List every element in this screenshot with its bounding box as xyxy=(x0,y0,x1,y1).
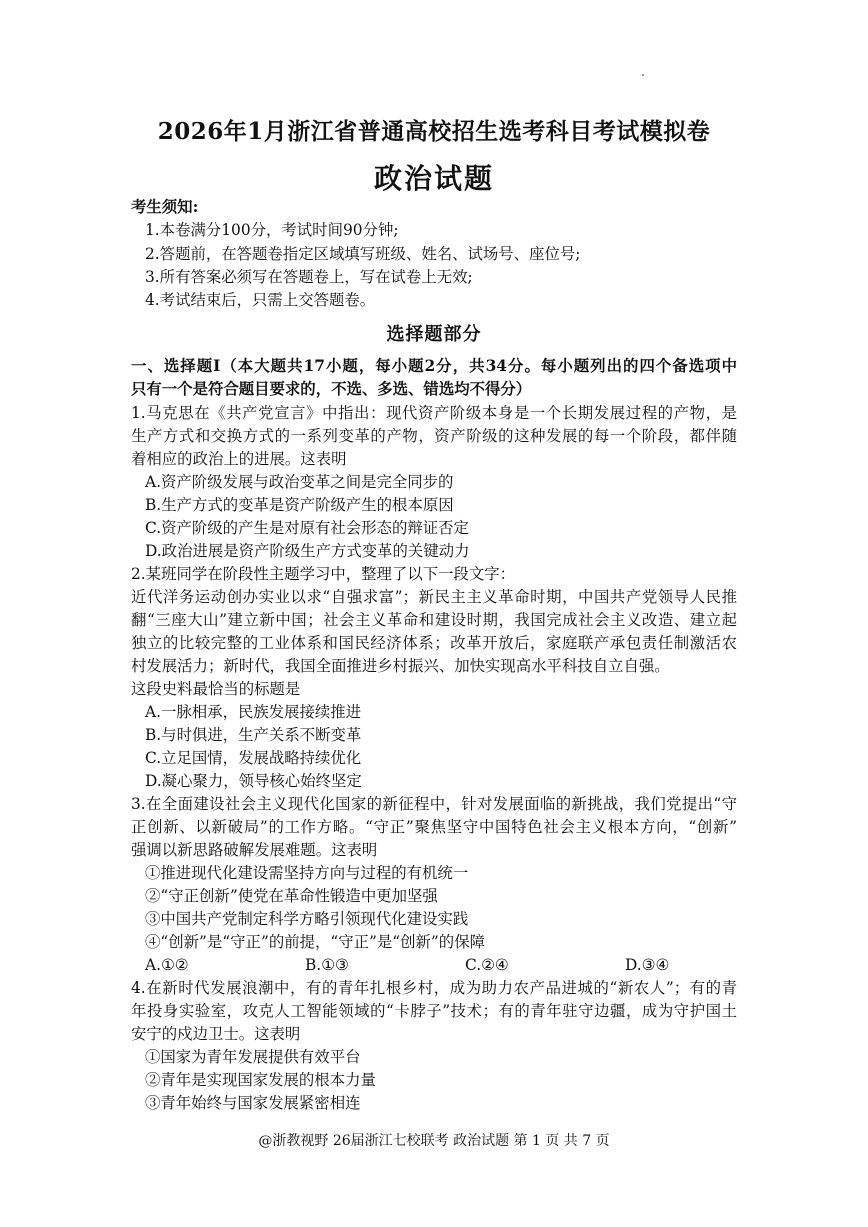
question-stem: 着相应的政治上的进展。这表明 xyxy=(131,450,347,468)
answer-option: A.①② xyxy=(145,956,189,974)
section-title: 选择题部分 xyxy=(386,324,482,345)
question-stem: 这段史料最恰当的标题是 xyxy=(131,680,301,698)
answer-option: D.政治进展是资产阶级生产方式变革的关键动力 xyxy=(145,542,470,560)
statement-item: ②青年是实现国家发展的根本力量 xyxy=(145,1071,376,1089)
question-stem: 强调以新思路破解发展难题。这表明 xyxy=(131,841,378,859)
section-instruction: 一、选择题Ⅰ（本大题共17小题，每小题2分，共34分。每小题列出的四个备选项中 xyxy=(131,357,737,375)
question-stem: 近代洋务运动创办实业以求“自强求富”；新民主主义革命时期，中国共产党领导人民推 xyxy=(131,588,737,606)
statement-item: ③青年始终与国家发展紧密相连 xyxy=(145,1094,361,1112)
question-stem: 村发展活力；新时代，我国全面推进乡村振兴、加快实现高水平科技自立自强。 xyxy=(131,657,670,675)
answer-option: A.资产阶级发展与政治变革之间是完全同步的 xyxy=(145,473,454,491)
notice-item: 3.所有答案必须写在答题卷上，写在试卷上无效; xyxy=(145,268,473,286)
exam-title: 2026年1月浙江省普通高校招生选考科目考试模拟卷 xyxy=(157,118,711,145)
statement-item: ③中国共产党制定科学方略引领现代化建设实践 xyxy=(145,910,469,928)
statement-item: ①推进现代化建设需坚持方向与过程的有机统一 xyxy=(145,864,469,882)
section-instruction: 只有一个是符合题目要求的，不选、多选、错选均不得分） xyxy=(131,380,532,398)
notice-item: 1.本卷满分100分，考试时间90分钟; xyxy=(145,221,399,239)
question-stem: 2.某班同学在阶段性主题学习中，整理了以下一段文字： xyxy=(131,565,516,583)
answer-option: C.立足国情，发展战略持续优化 xyxy=(145,749,362,767)
exam-subtitle: 政治试题 xyxy=(373,162,494,195)
question-stem: 生产方式和交换方式的一系列变革的产物，资产阶级的这种发展的每一个阶段，都伴随 xyxy=(131,427,737,445)
answer-option: D.凝心聚力，领导核心始终坚定 xyxy=(145,772,362,790)
question-stem: 3.在全面建设社会主义现代化国家的新征程中，针对发展面临的新挑战，我们党提出“守 xyxy=(131,795,737,813)
question-stem: 安宁的戍边卫士。这表明 xyxy=(131,1025,301,1043)
notice-item: 4.考试结束后，只需上交答题卷。 xyxy=(145,291,376,309)
statement-item: ①国家为青年发展提供有效平台 xyxy=(145,1048,361,1066)
question-stem: 独立的比较完整的工业体系和国民经济体系；改革开放后，家庭联产承包责任制激活农 xyxy=(131,634,737,652)
question-stem: 1.马克思在《共产党宣言》中指出：现代资产阶级本身是一个长期发展过程的产物，是 xyxy=(131,404,737,422)
question-stem: 年投身实验室，攻克人工智能领域的“卡脖子”技术；有的青年驻守边疆，成为守护国土 xyxy=(131,1002,737,1020)
page-footer: @浙教视野 26届浙江七校联考 政治试题 第 1 页 共 7 页 xyxy=(258,1133,610,1149)
answer-option: B.与时俱进，生产关系不断变革 xyxy=(145,726,362,744)
question-stem: 翻“三座大山”建立新中国；社会主义革命和建设时期，我国完成社会主义改造、建立起 xyxy=(131,611,737,629)
scan-speck xyxy=(642,74,644,76)
statement-item: ④“创新”是“守正”的前提，“守正”是“创新”的保障 xyxy=(145,933,485,951)
answer-option: B.生产方式的变革是资产阶级产生的根本原因 xyxy=(145,496,454,514)
question-stem: 正创新、以新破局”的工作方略。“守正”聚焦坚守中国特色社会主义根本方向，“创新” xyxy=(131,818,737,836)
answer-option: C.资产阶级的产生是对原有社会形态的辩证否定 xyxy=(145,519,469,537)
answer-option: C.②④ xyxy=(465,956,509,974)
notice-heading: 考生须知: xyxy=(131,198,199,216)
question-stem: 4.在新时代发展浪潮中，有的青年扎根乡村，成为助力农产品进城的“新农人”；有的青 xyxy=(131,979,737,997)
answer-option: B.①③ xyxy=(305,956,349,974)
statement-item: ②“守正创新”使党在革命性锻造中更加坚强 xyxy=(145,887,438,905)
answer-option: A.一脉相承，民族发展接续推进 xyxy=(145,703,362,721)
notice-item: 2.答题前，在答题卷指定区域填写班级、姓名、试场号、座位号; xyxy=(145,245,581,263)
answer-option: D.③④ xyxy=(625,956,670,974)
